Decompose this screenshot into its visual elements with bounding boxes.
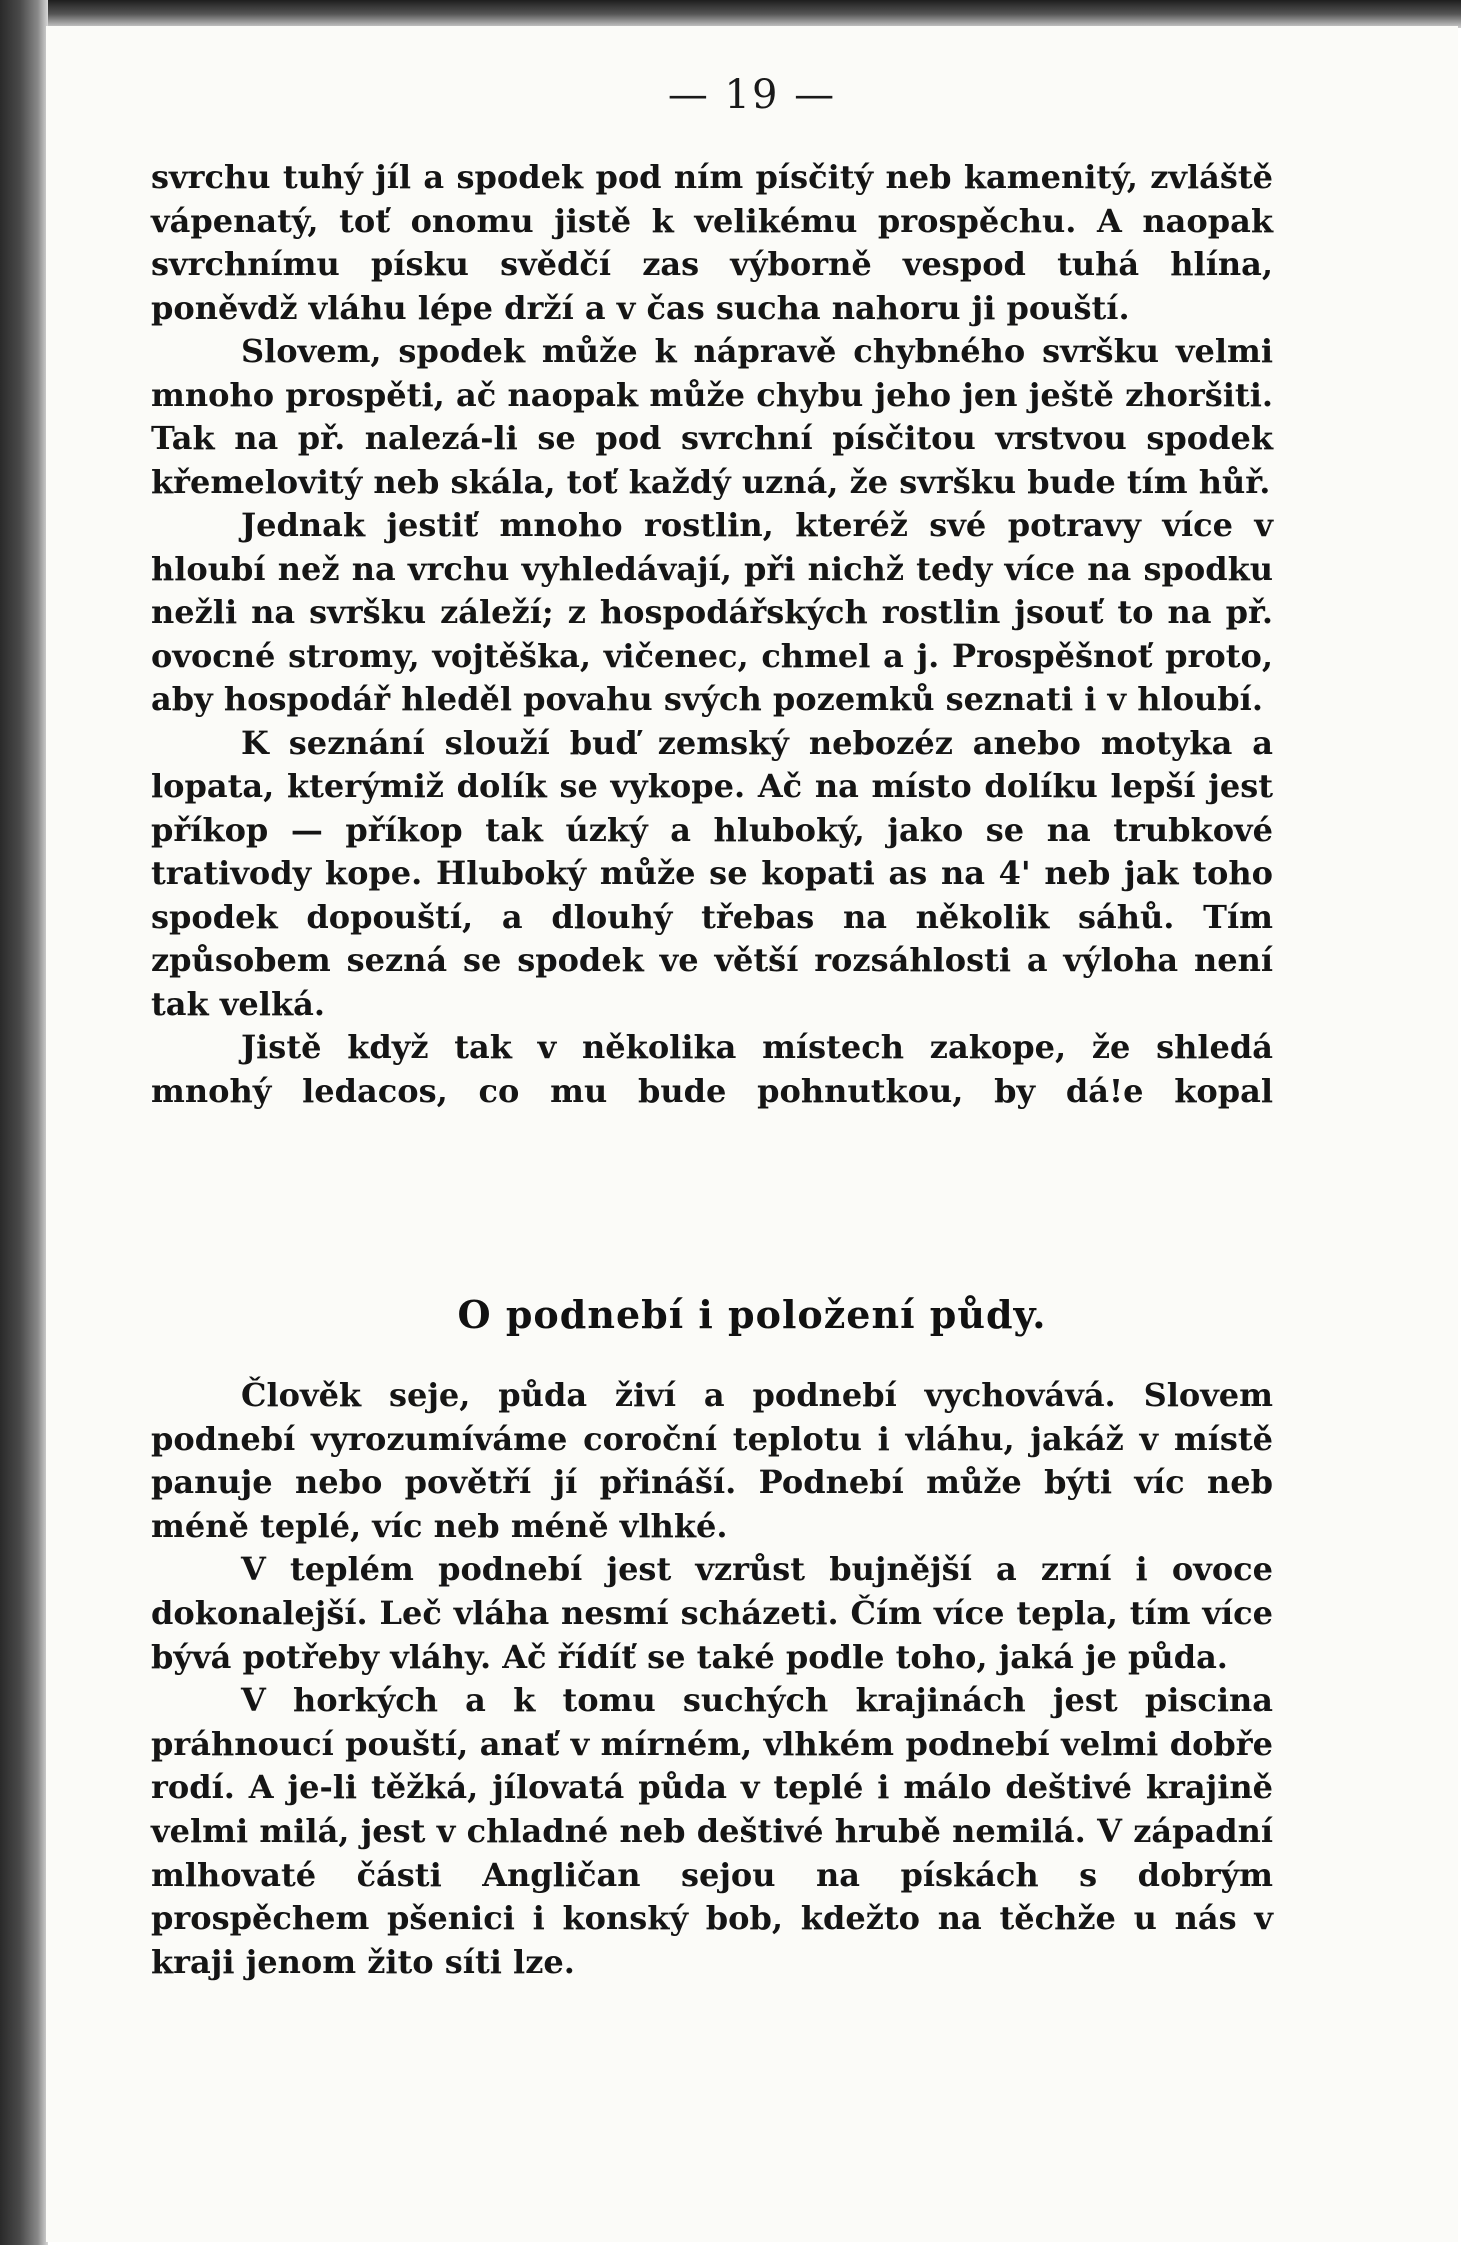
paragraph: Jistě když tak v několika místech zakope, že shledá mnohý ledacos, co mu bude pohnutkou, by dá!e kopal (151, 1028, 1273, 1110)
text-block-lower (151, 1374, 1273, 1984)
text-block-upper (151, 156, 1273, 1113)
paragraph: Člověk seje, půda živí a podnebí vychovává. Slovem podnebí vyrozumíváme coroční teplotu i vláhu, jakáž v místě panuje nebo povětří jí přináší. Podnebí může býti víc neb méně teplé, víc neb méně vlhké. (151, 1376, 1273, 1545)
paragraph: V horkých a k tomu suchých krajinách jest piscina práhnoucí pouští, anať v mírném, vlhkém podnebí velmi dobře rodí. A je-li těžká, jílovatá půda v teplé i málo deštivé krajině velmi milá, jest v chladné neb deštivé hrubě nemilá. V západní mlhovaté části Angličan sejou na pískách s dobrým prospěchem pšenici i konský bob, kdežto na těchže u nás v kraji jenom žito síti lze. (151, 1681, 1273, 1981)
paragraph: V teplém podnebí jest vzrůst bujnější a zrní i ovoce dokonalejší. Leč vláha nesmí scházeti. Čím více tepla, tím více bývá potřeby vláhy. Ač řídíť se také podle toho, jaká je půda. (151, 1550, 1273, 1676)
paragraph: Jednak jestiť mnoho rostlin, kteréž své potravy více v hloubí než na vrchu vyhledávají, při nichž tedy více na spodku nežli na svršku záleží; z hospodářských rostlin jsouť to na př. ovocné stromy, vojtěška, vičenec, chmel a j. Prospěšnoť proto, aby hospodář hleděl povahu svých pozemků seznati i v hloubí. (151, 506, 1273, 718)
scan-left-edge (0, 0, 48, 2245)
book-page (46, 26, 1458, 2242)
section-heading: O podnebí i položení půdy. (457, 1292, 1047, 1337)
paragraph: svrchu tuhý jíl a spodek pod ním písčitý neb kamenitý, zvláště vápenatý, toť onomu jistě k velikému prospěchu. A naopak svrchnímu písku svědčí zas výborně vespod tuhá hlína, poněvdž vláhu lépe drží a v čas sucha nahoru ji pouští. (151, 158, 1273, 327)
paragraph: Slovem, spodek může k nápravě chybného svršku velmi mnoho prospěti, ač naopak může chybu jeho jen ještě zhoršiti. Tak na př. nalezá-li se pod svrchní písčitou vrstvou spodek křemelovitý neb skála, toť každý uzná, že svršku bude tím hůř. (151, 332, 1273, 501)
scan-top-edge (48, 0, 1461, 28)
paragraph: K seznání slouží buď zemský nebozéz anebo motyka a lopata, kterýmiž dolík se vykope. Ač na místo dolíku lepší jest příkop — příkop tak úzký a hluboký, jako se na trubkové trativody kope. Hluboký může se kopati as na 4' neb jak toho spodek dopouští, a dlouhý třebas na několik sáhů. Tím způsobem sezná se spodek ve větší rozsáhlosti a výloha není tak velká. (151, 723, 1273, 1023)
page-number: — 19 — (667, 72, 837, 118)
